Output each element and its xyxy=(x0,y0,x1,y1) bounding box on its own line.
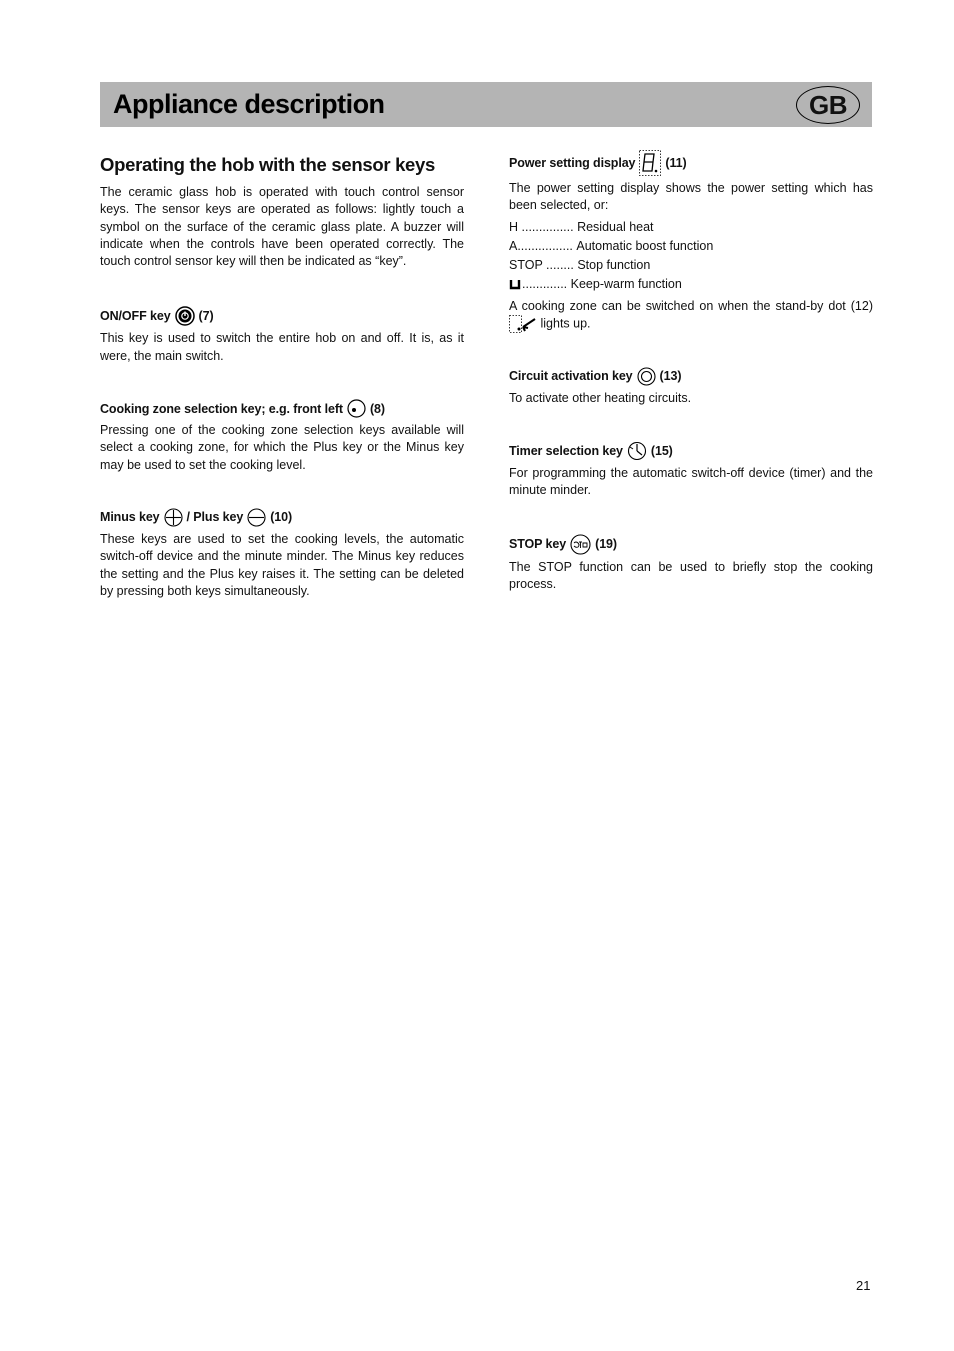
zone-select-icon xyxy=(347,399,366,418)
list-item: STOP ........ Stop function xyxy=(509,257,651,272)
zone-key-heading: Cooking zone selection key; e.g. front left (8) xyxy=(100,399,464,418)
keep-warm-icon xyxy=(509,278,522,290)
power-icon xyxy=(175,306,195,326)
minus-plus-key-heading: Minus key / Plus key (10) xyxy=(100,508,464,527)
list-item: A................ Automatic boost function xyxy=(509,238,714,253)
stop-icon xyxy=(570,534,591,555)
language-badge: GB xyxy=(796,86,860,124)
zone-key-text: Pressing one of the cooking zone selection keys available will select a cooking zone, for which the Plus key or the Minus key may be used to set the cooking level. xyxy=(100,423,464,472)
plus-key-icon xyxy=(247,508,266,527)
power-display-heading: Power setting display (11) xyxy=(509,150,873,176)
list-item: H ............... Residual heat xyxy=(509,219,654,234)
circuit-key-text: To activate other heating circuits. xyxy=(509,390,692,405)
minus-plus-key-text: These keys are used to set the cooking levels, the automatic switch-off device and the minute minder. The Minus key reduces the setting and the Plus key raises it. The setting can be deleted by pressing both keys simultaneously. xyxy=(100,531,464,598)
stop-key-heading: STOP key (19) xyxy=(509,534,873,555)
page-number: 21 xyxy=(856,1278,871,1293)
minus-key-icon xyxy=(164,508,183,527)
right-column xyxy=(509,150,873,593)
power-display-text: The power setting display shows the power setting which has been selected, or: xyxy=(509,181,873,213)
page-title: Appliance description xyxy=(113,89,385,119)
standby-note: A cooking zone can be switched on when the stand-by dot (12) lights up. xyxy=(509,298,873,333)
header-bar xyxy=(100,82,872,127)
list-item: ............. Keep-warm function xyxy=(509,275,873,294)
onoff-key-text: This key is used to switch the entire hob on and off. It is, as it were, the main switch. xyxy=(100,331,464,363)
onoff-key-heading: ON/OFF key (7) xyxy=(100,306,464,326)
standby-dot-icon xyxy=(509,315,537,333)
timer-key-text: For programming the automatic switch-off device (timer) and the minute minder. xyxy=(509,466,873,498)
section-heading: Operating the hob with the sensor keys xyxy=(100,154,436,175)
left-column xyxy=(100,150,464,600)
intro-paragraph: The ceramic glass hob is operated with touch control sensor keys. The sensor keys are operated as follows: lightly touch a symbol on the surface of the ceramic glass plate. A buzzer will indicate when the controls have been operated correctly. The touch control sensor key will then be indicated as “key”. xyxy=(100,185,464,269)
timer-key-heading: Timer selection key (15) xyxy=(509,441,873,461)
circuit-icon xyxy=(637,367,656,386)
stop-key-text: The STOP function can be used to briefly stop the cooking process. xyxy=(509,559,873,592)
seven-segment-icon xyxy=(639,150,661,176)
timer-icon xyxy=(627,441,647,461)
circuit-key-heading: Circuit activation key (13) xyxy=(509,367,873,386)
